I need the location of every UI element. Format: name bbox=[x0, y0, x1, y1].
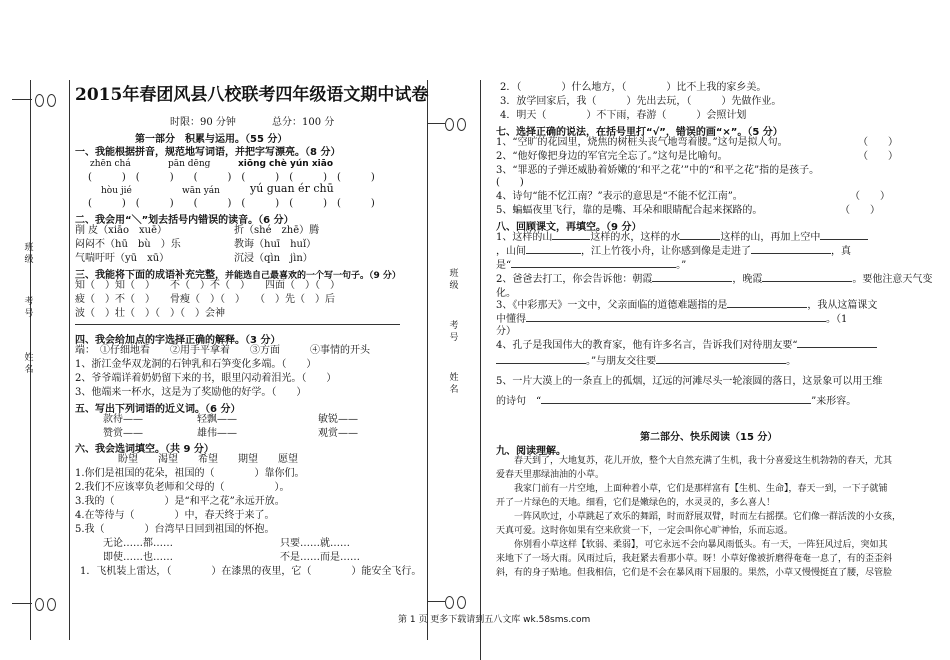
synonym-item: 敏锐—— bbox=[318, 414, 358, 425]
pinyin: hòu jié bbox=[101, 186, 132, 196]
synonym-item: 赞赏—— bbox=[103, 428, 143, 439]
judge-item: 3、“罪恶的子弹还威胁着娇嫩的‘和平之花’”中的“和平之花”指的是孩子。 bbox=[496, 165, 820, 176]
reading-item: 闷闷不（hū bù ）乐 bbox=[75, 239, 181, 250]
q6-word-bank: 盼望 渴望 希望 期望 愿望 bbox=[118, 454, 298, 465]
fill-line: 2、爸爸去打工，你会告诉他：朝霞 ，晚霞 。要他注意天气变 bbox=[496, 274, 933, 285]
reading-item: 教诲（huī huǐ） bbox=[234, 239, 317, 250]
class-label: 班级 bbox=[449, 269, 459, 291]
conjunction-item: 2．（ ）什么地方，（ ）比不上我的家乡美。 bbox=[500, 82, 767, 93]
reading-paragraph: 斜，有的身子贴地。但我相信，它们是不会在暴风雨下屈服的。果然，小草又慢慢挺直了腰，尽管脸 bbox=[496, 568, 893, 578]
q3-title-extra: 并能选自己最喜欢的一个写一句子。（9 分） bbox=[225, 271, 401, 281]
judge-paren: （ ） bbox=[840, 205, 880, 216]
reading-paragraph: 爱春天里那绿油油的小草。 bbox=[496, 470, 605, 480]
binding-ring-icon bbox=[47, 94, 56, 107]
binding-dash bbox=[12, 603, 32, 604]
exam-number-label: 考号 bbox=[449, 321, 459, 343]
judge-item: 1、“空旷的花园里，烧焦的树桩头丧气地弯着腰。”这句是拟人句。 bbox=[496, 137, 788, 148]
fill-line: 4、孔子是我国伟大的教育家，他有许多名言，告诉我们对待朋友要“ bbox=[496, 340, 877, 352]
exam-number-label: 考号 bbox=[24, 297, 34, 319]
fill-line: 化。 bbox=[496, 288, 516, 299]
q3-title bbox=[75, 266, 401, 281]
answer-boxes-row: ( ) ( ) ( ) ( ) ( ) ( ) bbox=[88, 198, 375, 209]
q6-item: 5.我（ ）台湾早日回到祖国的怀抱。 bbox=[75, 524, 275, 535]
binding-line-middle-inner bbox=[480, 80, 481, 660]
page-title: 2015年春团风县八校联考四年级语文期中试卷 bbox=[75, 85, 429, 105]
binding-dash bbox=[428, 601, 445, 602]
q6-item: 1.你们是祖国的花朵，祖国的（ ）靠你们。 bbox=[75, 468, 305, 479]
q4-item: 1、浙江金华双龙洞的石钟乳和石笋变化多端。（ ） bbox=[75, 359, 317, 370]
q6-title: 六、我会选词填空。（共 9 分） bbox=[75, 444, 214, 455]
q6-item: 3.我的（ ）是“和平之花”永远开放。 bbox=[75, 496, 285, 507]
page-footer: 第 1 页 更多下载请到五八文库 wk.58sms.com bbox=[398, 615, 591, 625]
judge-paren: （ ） bbox=[858, 151, 898, 162]
reading-paragraph: 春天到了，大地复苏，花儿开放，整个大自然充满了生机，我十分喜爱这生机勃勃的春天，尤其 bbox=[496, 456, 893, 466]
class-label: 班级 bbox=[24, 243, 34, 265]
pinyin: xiōng chè yún xiāo bbox=[238, 159, 333, 169]
pinyin: pān dēng bbox=[168, 159, 211, 169]
conjunction-pair: 无论……都…… bbox=[103, 538, 173, 549]
fill-line: 3、《中彩那天》一文中，父亲面临的道德难题指的是 ，我从这篇课文 bbox=[496, 300, 878, 311]
fill-line: 5、一片大漠上的一条直上的孤烟，辽远的河滩尽头一轮滚圆的落日，这景象可以用王维 bbox=[496, 376, 883, 387]
q2-title: 二、我会用“＼”划去括号内错误的读音。（6 分） bbox=[75, 215, 294, 226]
part1-title: 第一部分 积累与运用。（55 分） bbox=[135, 134, 288, 145]
q4-options: 端： ①仔细地看 ②用手平拿着 ③方面 ④事情的开头 bbox=[75, 345, 370, 356]
idiom-row: 疲（ ）不（ ） 骨瘦（ ）（ ） （ ）先（ ）后 bbox=[75, 294, 335, 305]
reading-item: 削 皮（xiāo xuē） bbox=[75, 225, 167, 236]
judge-item: 2、“他好像把身边的军官完全忘了。”这句是比喻句。 bbox=[496, 151, 728, 162]
q7-title: 七、选择正确的说法，在括号里打“√”，错误的画“×”。（5 分） bbox=[496, 127, 783, 138]
name-label: 姓名 bbox=[24, 353, 34, 375]
q3-title-main: 三、我能将下面的成语补充完整， bbox=[75, 270, 225, 281]
conjunction-pair: 只要……就…… bbox=[280, 538, 350, 549]
binding-line-middle-outer bbox=[427, 80, 428, 640]
idiom-row: 知（ ）知（ ） 不（ ）不（ ） 四面（ ）（ ） bbox=[75, 280, 340, 291]
conjunction-item: 3．放学回家后，我（ ）先出去玩，（ ）先做作业。 bbox=[500, 96, 782, 107]
judge-paren: （ ） bbox=[850, 191, 890, 202]
binding-ring-icon bbox=[47, 598, 56, 611]
synonym-item: 观赏—— bbox=[318, 428, 358, 439]
binding-dash bbox=[12, 99, 32, 100]
name-label: 姓名 bbox=[449, 373, 459, 395]
time-limit: 时限：90 分钟 bbox=[170, 117, 236, 128]
q6-item: 4.在等待与（ ）中，春天终于来了。 bbox=[75, 510, 275, 521]
q5-title: 五、写出下列词语的近义词。（6 分） bbox=[75, 404, 241, 415]
fill-line: 分） bbox=[496, 326, 516, 337]
reading-paragraph: 来地下了一场大雨。风雨过后，我赶紧去看那小草。呀！小草好像被折磨得奄奄一息了，有的歪歪斜 bbox=[496, 554, 893, 564]
answer-boxes-row: ( ) ( ) ( ) ( ) ( ) ( ) bbox=[88, 172, 375, 183]
judge-paren: ( ) bbox=[496, 177, 524, 188]
binding-ring-icon bbox=[35, 598, 44, 611]
reading-paragraph: 天真可爱。这时你如果有空来欣赏一下，一定会叫你心旷神怡，乐而忘返。 bbox=[496, 526, 794, 536]
total-score: 总分：100 分 bbox=[272, 117, 335, 128]
fill-line: 的诗句 “ ”来形容。 bbox=[496, 396, 857, 407]
synonym-item: 雄伟—— bbox=[197, 428, 237, 439]
binding-dash bbox=[428, 123, 445, 124]
q6-item: 2.我们不应该辜负老师和父母的（ ）。 bbox=[75, 482, 290, 493]
conjunction-item: 4．明天（ ）不下雨，春游（ ）会照计划 bbox=[500, 110, 747, 121]
binding-ring-icon bbox=[457, 118, 466, 131]
reading-paragraph: 你别看小草这样【软弱、柔弱】，可它永远不会向暴风雨低头。有一天，一阵狂风过后，突如其 bbox=[496, 540, 888, 550]
synonym-item: 款待—— bbox=[103, 414, 143, 425]
fill-line: 。”与朋友交往要 。 bbox=[496, 356, 796, 368]
q8-title: 八、回顾课文，再填空。（9 分） bbox=[496, 222, 642, 233]
fill-line: ，山间 ，江上竹筏小舟，让你感到像是走进了 ，真 bbox=[496, 246, 851, 257]
judge-item: 5、蝙蝠夜里飞行，靠的是嘴、耳朵和眼睛配合起来探路的。 bbox=[496, 205, 763, 216]
fill-line: 1、这样的山 这样的水，这样的水 这样的山，再加上空中 bbox=[496, 232, 868, 244]
binding-ring-icon bbox=[35, 94, 44, 107]
pinyin: zhēn chá bbox=[90, 159, 131, 169]
reading-paragraph: 一阵风吹过，小草跳起了欢乐的舞蹈，时而舒展双臂，时而左右摇摆。它们像一群活泼的小女孩， bbox=[496, 512, 902, 522]
binding-ring-icon bbox=[457, 596, 466, 609]
synonym-item: 轻飘—— bbox=[197, 414, 237, 425]
conjunction-pair: 不是……而是…… bbox=[280, 552, 360, 563]
judge-item: 4、诗句“能不忆江南？”表示的意思是“不能不忆江南”。 bbox=[496, 191, 743, 202]
reading-paragraph: 我家门前有一片空地，上面种着小草，它们是那样富有【生机、生命】，春天一到，一下子就铺 bbox=[496, 484, 888, 494]
pinyin: yú guan ér chū bbox=[250, 182, 334, 195]
sentence-answer-line bbox=[75, 324, 400, 325]
fill-line: 是“ 。” bbox=[496, 260, 687, 271]
reading-paragraph: 开了一片绿色的天地。细看，它们是嫩绿色的，水灵灵的，多么喜人！ bbox=[496, 498, 776, 508]
reading-item: 沉浸（qìn jìn） bbox=[234, 253, 313, 264]
q4-item: 2、爷爷端详着奶奶留下来的书，眼里闪动着泪光。（ ） bbox=[75, 373, 337, 384]
conjunction-pair: 即使……也…… bbox=[103, 552, 173, 563]
q4-item: 3、他端来一杯水，这是为了奖励他的好学。（ ） bbox=[75, 387, 307, 398]
binding-ring-icon bbox=[445, 118, 454, 131]
q4-title: 四、我会给加点的字选择正确的解释。（3 分） bbox=[75, 335, 281, 346]
fill-line: 中懂得 。（1 bbox=[496, 314, 848, 325]
pinyin: wān yán bbox=[182, 186, 220, 196]
binding-ring-icon bbox=[445, 596, 454, 609]
idiom-row: 波（ ）壮（ ）（ ）（ ）会神 bbox=[75, 308, 225, 319]
judge-paren: （ ） bbox=[858, 137, 898, 148]
reading-item: 气喘吁吁（yū xū） bbox=[75, 253, 170, 264]
binding-line-left-inner bbox=[69, 80, 70, 640]
q1-title: 一、我能根据拼音，规范地写词语，并把字写漂亮。（8 分） bbox=[75, 147, 341, 158]
reading-item: 折（shé zhē）腾 bbox=[234, 225, 320, 236]
conjunction-item: 1．飞机装上雷达，（ ）在漆黑的夜里，它（ ）能安全飞行。 bbox=[80, 566, 422, 577]
part2-title: 第二部分、快乐阅读（15 分） bbox=[640, 432, 778, 443]
q9-title: 九、阅读理解。 bbox=[496, 446, 566, 457]
